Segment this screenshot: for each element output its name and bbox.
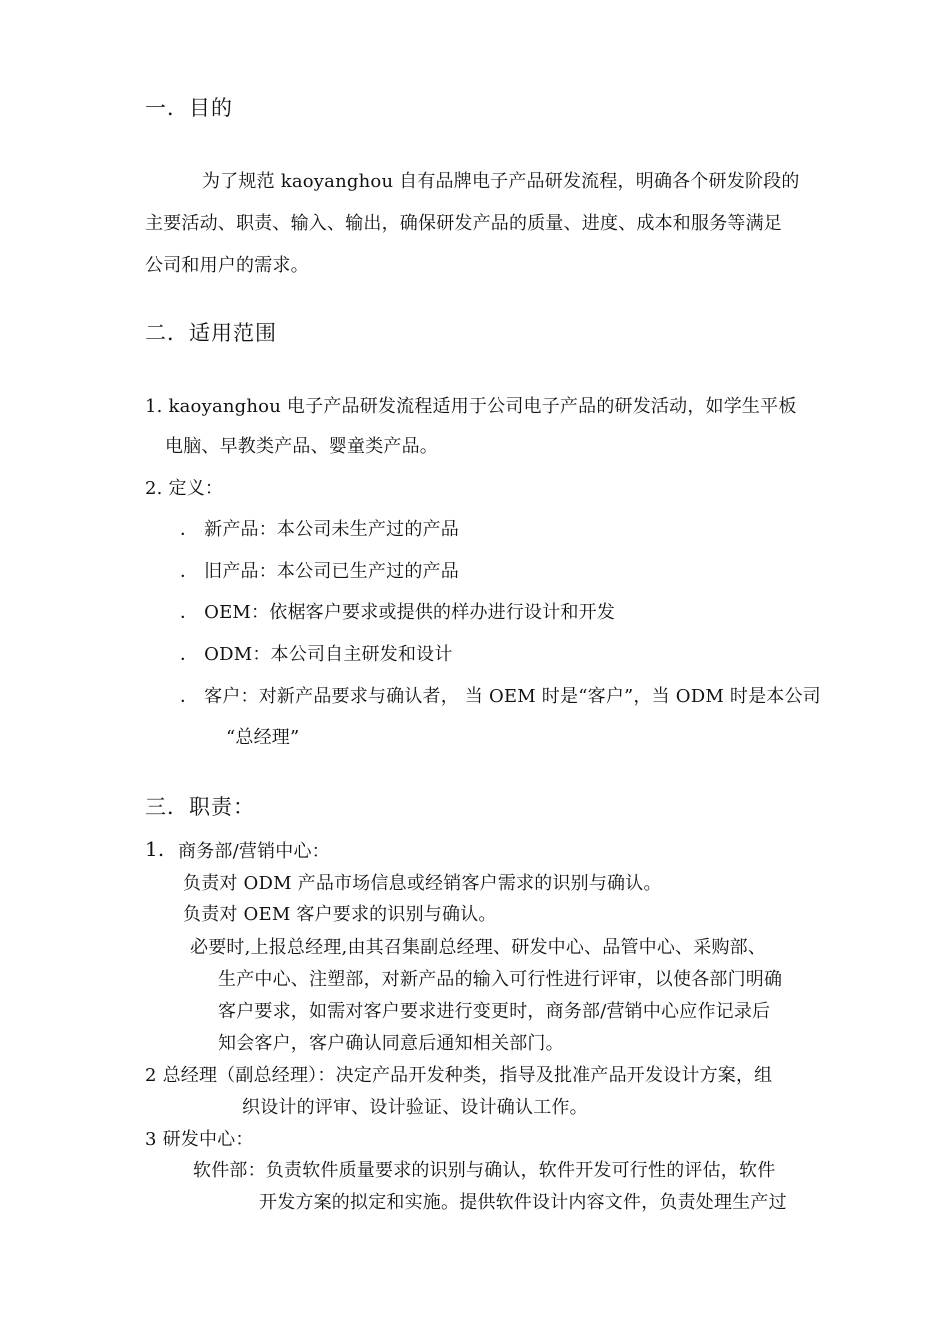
duty-item-1-para-line: 知会客户，客户确认同意后通知相关部门。 (218, 1033, 564, 1054)
section-1-para-line: 主要活动、职责、输入、输出，确保研发产品的质量、进度、成本和服务等满足 (145, 213, 782, 234)
duty-item-1-para-line: 客户要求，如需对客户要求进行变更时，商务部/营销中心应作记录后 (218, 1001, 771, 1022)
duty-item-3-label: 3 研发中心： (145, 1129, 254, 1150)
scope-item-1-line: 1. kaoyanghou 电子产品研发流程适用于公司电子产品的研发活动，如学生平板 (145, 396, 797, 417)
definition-item: ． ODM：本公司自主研发和设计 (180, 644, 453, 665)
duty-item-1-line: 负责对 ODM 产品市场信息或经销客户需求的识别与确认。 (183, 873, 662, 894)
definition-item: ． 新产品：本公司未生产过的产品 (180, 519, 459, 540)
duty-item-2-line: 织设计的评审、设计验证、设计确认工作。 (242, 1097, 588, 1118)
duty-item-1-title: 商务部/营销中心： (178, 841, 330, 862)
duty-item-2-line: 2 总经理（副总经理）：决定产品开发种类，指导及批准产品开发设计方案，组 (145, 1065, 773, 1086)
section-1-para-line: 为了规范 kaoyanghou 自有品牌电子产品研发流程，明确各个研发阶段的 (202, 171, 800, 192)
duty-item-1-line: 负责对 OEM 客户要求的识别与确认。 (183, 904, 497, 925)
definition-item: ． OEM：依椐客户要求或提供的样办进行设计和开发 (180, 602, 616, 623)
section-3-heading: 三．职责： (145, 795, 255, 819)
section-1-para-line: 公司和用户的需求。 (145, 255, 309, 276)
definition-item: ． 旧产品：本公司已生产过的产品 (180, 561, 459, 582)
duty-item-3-para-line: 软件部：负责软件质量要求的识别与确认，软件开发可行性的评估，软件 (193, 1160, 776, 1181)
duty-item-3-para-line: 开发方案的拟定和实施。提供软件设计内容文件，负责处理生产过 (259, 1192, 787, 1213)
duty-item-1-number: 1. (145, 837, 165, 861)
duty-item-1-para-line: 生产中心、注塑部，对新产品的输入可行性进行评审，以使各部门明确 (218, 969, 783, 990)
scope-item-2-label: 2. 定义： (145, 478, 224, 499)
duty-item-1-para-line: 必要时,上报总经理,由其召集副总经理、研发中心、品管中心、采购部、 (190, 937, 767, 958)
section-2-heading: 二．适用范围 (145, 321, 277, 345)
definition-continuation: “总经理” (226, 727, 300, 748)
scope-item-1-line: 电脑、早教类产品、婴童类产品。 (165, 436, 438, 457)
section-1-heading: 一．目的 (145, 96, 233, 120)
definition-item: ． 客户：对新产品要求与确认者， 当 OEM 时是“客户”，当 ODM 时是本公司 (180, 686, 821, 707)
